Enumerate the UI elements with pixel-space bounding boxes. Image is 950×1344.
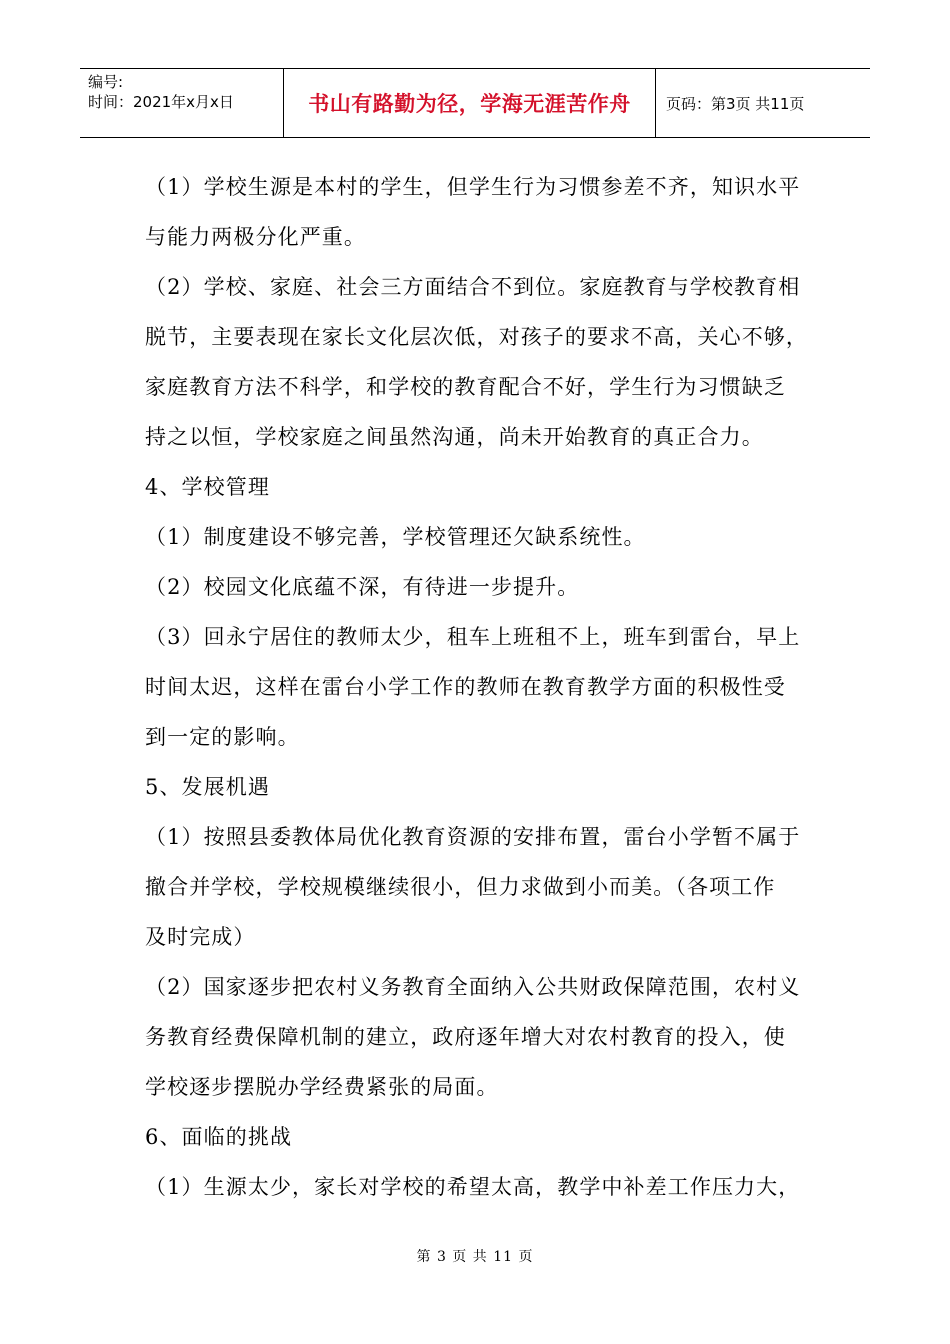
body-line: 到一定的影响。	[145, 725, 300, 749]
body-line: 与能力两极分化严重。	[145, 225, 366, 249]
section-heading: 6、面临的挑战	[145, 1125, 293, 1149]
body-line: （1）按照县委教体局优化教育资源的安排布置，雷台小学暂不属于	[145, 825, 801, 849]
body-line: 家庭教育方法不科学，和学校的教育配合不好，学生行为习惯缺乏	[145, 375, 786, 399]
body-line: （2）学校、家庭、社会三方面结合不到位。家庭教育与学校教育相	[145, 275, 801, 299]
body-line: 撤合并学校，学校规模继续很小，但力求做到小而美。（各项工作	[145, 875, 776, 899]
body-line: 持之以恒，学校家庭之间虽然沟通，尚未开始教育的真正合力。	[145, 425, 764, 449]
body-line: （1）生源太少，家长对学校的希望太高，教学中补差工作压力大，	[145, 1175, 801, 1199]
body-line: （2）国家逐步把农村义务教育全面纳入公共财政保障范围，农村义	[145, 975, 801, 999]
document-date: 时间：2021年x月x日	[88, 93, 234, 111]
section-heading: 4、学校管理	[145, 475, 270, 499]
body-line: （1）制度建设不够完善，学校管理还欠缺系统性。	[145, 525, 646, 549]
document-number-label: 编号:	[88, 73, 124, 91]
header-meta	[80, 69, 284, 137]
section-heading: 5、发展机遇	[145, 775, 270, 799]
header-motto: 书山有路勤为径，学海无涯苦作舟	[284, 69, 656, 137]
body-line: （3）回永宁居住的教师太少，租车上班租不上，班车到雷台，早上	[145, 625, 801, 649]
body-line: （1）学校生源是本村的学生，但学生行为习惯参差不齐，知识水平	[145, 175, 801, 199]
page-footer: 第 3 页 共 11 页	[416, 1249, 534, 1265]
page-header	[80, 68, 870, 138]
body-line: （2）校园文化底蕴不深，有待进一步提升。	[145, 575, 580, 599]
body-line: 时间太迟，这样在雷台小学工作的教师在教育教学方面的积极性受	[145, 675, 786, 699]
document-body	[145, 167, 813, 1217]
header-page-info: 页码：第3页 共11页	[666, 94, 805, 113]
body-line: 脱节，主要表现在家长文化层次低，对孩子的要求不高，关心不够，	[145, 325, 808, 349]
body-line: 务教育经费保障机制的建立，政府逐年增大对农村教育的投入，使	[145, 1025, 786, 1049]
body-line: 及时完成）	[145, 925, 256, 949]
body-line: 学校逐步摆脱办学经费紧张的局面。	[145, 1075, 499, 1099]
